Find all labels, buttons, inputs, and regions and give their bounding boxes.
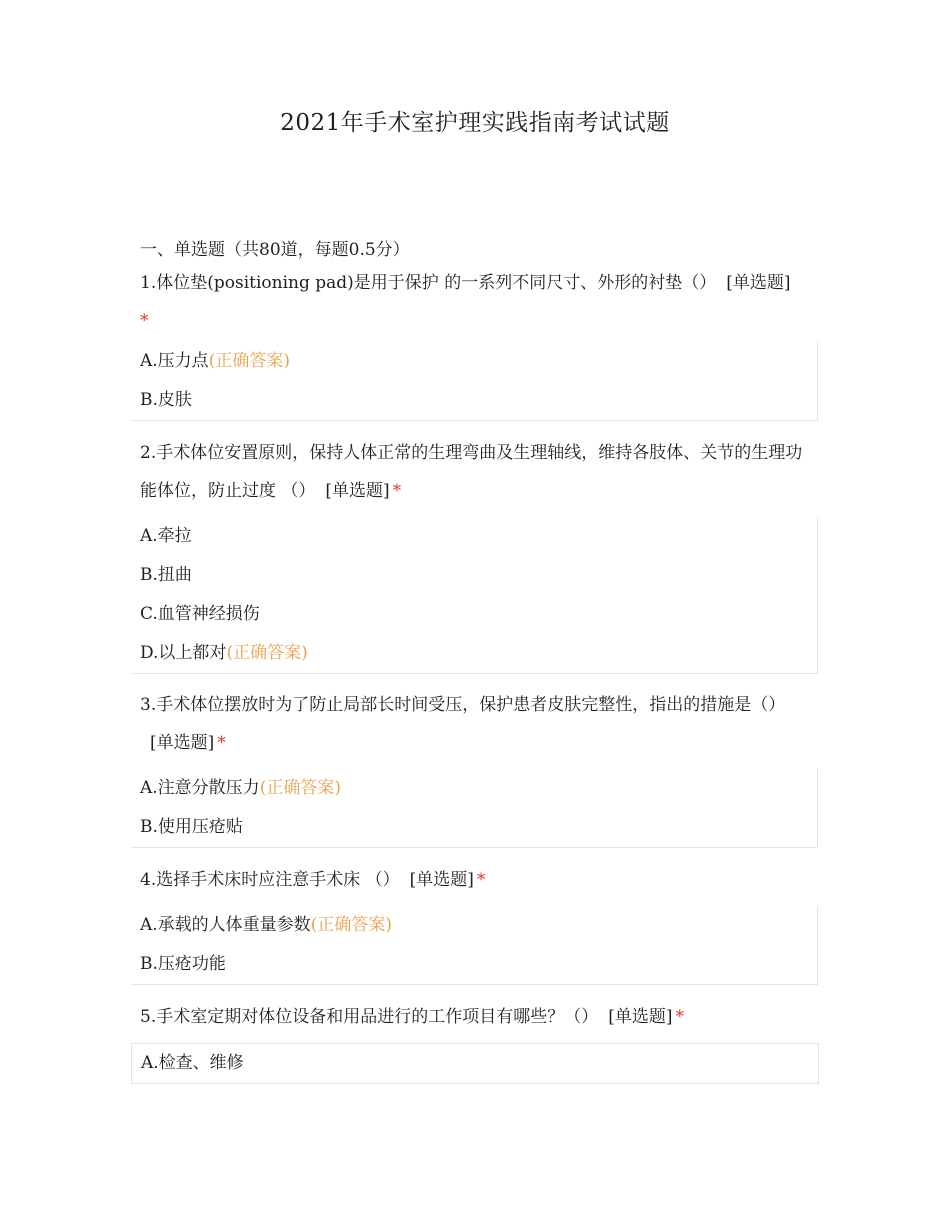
option-row[interactable] bbox=[131, 906, 817, 945]
question-text: 4.选择手术床时应注意手术床 （） bbox=[140, 870, 400, 890]
question-stem bbox=[140, 998, 810, 1036]
correct-answer-tag: (正确答案) bbox=[226, 643, 308, 663]
option-text: A.承载的人体重量参数 bbox=[140, 915, 311, 935]
correct-answer-tag: (正确答案) bbox=[208, 351, 290, 371]
options-list bbox=[131, 517, 818, 674]
question-text: 2.手术体位安置原则，保持人体正常的生理弯曲及生理轴线，维持各肢体、关节的生理功能体位，防止过度 （） bbox=[140, 443, 803, 501]
option-text: A.注意分散压力 bbox=[140, 778, 260, 798]
section-heading: 一、单选题（共80道，每题0.5分） bbox=[140, 240, 410, 260]
option-row[interactable] bbox=[131, 808, 817, 847]
option-row[interactable] bbox=[131, 945, 817, 984]
option-row[interactable] bbox=[131, 634, 817, 673]
question-type-label: [单选题] bbox=[409, 870, 474, 890]
option-row[interactable] bbox=[131, 517, 817, 556]
question-type-label: [单选题] bbox=[608, 1007, 673, 1027]
page-title: 2021年手术室护理实践指南考试试题 bbox=[280, 110, 670, 136]
option-text: D.以上都对 bbox=[140, 643, 227, 663]
option-text: B.扭曲 bbox=[140, 565, 192, 585]
option-text: A.压力点 bbox=[140, 351, 209, 371]
options-list bbox=[131, 1043, 819, 1084]
option-row[interactable] bbox=[132, 1044, 818, 1083]
option-text: A.检查、维修 bbox=[141, 1053, 244, 1073]
option-row[interactable] bbox=[131, 769, 817, 808]
question-text: 1.体位垫(positioning pad)是用于保护 的一系列不同尺寸、外形的衬垫（） bbox=[140, 273, 717, 293]
option-text: C.血管神经损伤 bbox=[140, 604, 260, 624]
question-type-label: [单选题] bbox=[150, 733, 215, 753]
question-text: 5.手术室定期对体位设备和用品进行的工作项目有哪些？（） bbox=[140, 1007, 599, 1027]
option-text: A.牵拉 bbox=[140, 526, 192, 546]
options-list bbox=[131, 769, 818, 848]
option-row[interactable] bbox=[131, 595, 817, 634]
question-stem bbox=[140, 434, 810, 510]
correct-answer-tag: (正确答案) bbox=[310, 915, 392, 935]
options-list bbox=[131, 342, 818, 421]
option-text: B.使用压疮贴 bbox=[140, 817, 243, 837]
question-stem bbox=[140, 686, 810, 762]
option-row[interactable] bbox=[131, 556, 817, 595]
question-type-label: [单选题] bbox=[726, 273, 791, 293]
option-text: B.皮肤 bbox=[140, 390, 192, 410]
required-mark: * bbox=[675, 1007, 684, 1027]
question-type-label: [单选题] bbox=[325, 481, 390, 501]
correct-answer-tag: (正确答案) bbox=[259, 778, 341, 798]
option-text: B.压疮功能 bbox=[140, 954, 226, 974]
required-mark: * bbox=[392, 481, 402, 501]
question-stem bbox=[140, 264, 810, 340]
option-row[interactable] bbox=[131, 342, 817, 381]
option-row[interactable] bbox=[131, 381, 817, 420]
question-stem bbox=[140, 861, 810, 899]
required-mark: * bbox=[140, 311, 149, 331]
question-text: 3.手术体位摆放时为了防止局部长时间受压，保护患者皮肤完整性，指出的措施是（） bbox=[140, 695, 786, 715]
options-list bbox=[131, 906, 818, 985]
required-mark: * bbox=[217, 733, 226, 753]
required-mark: * bbox=[476, 870, 486, 890]
